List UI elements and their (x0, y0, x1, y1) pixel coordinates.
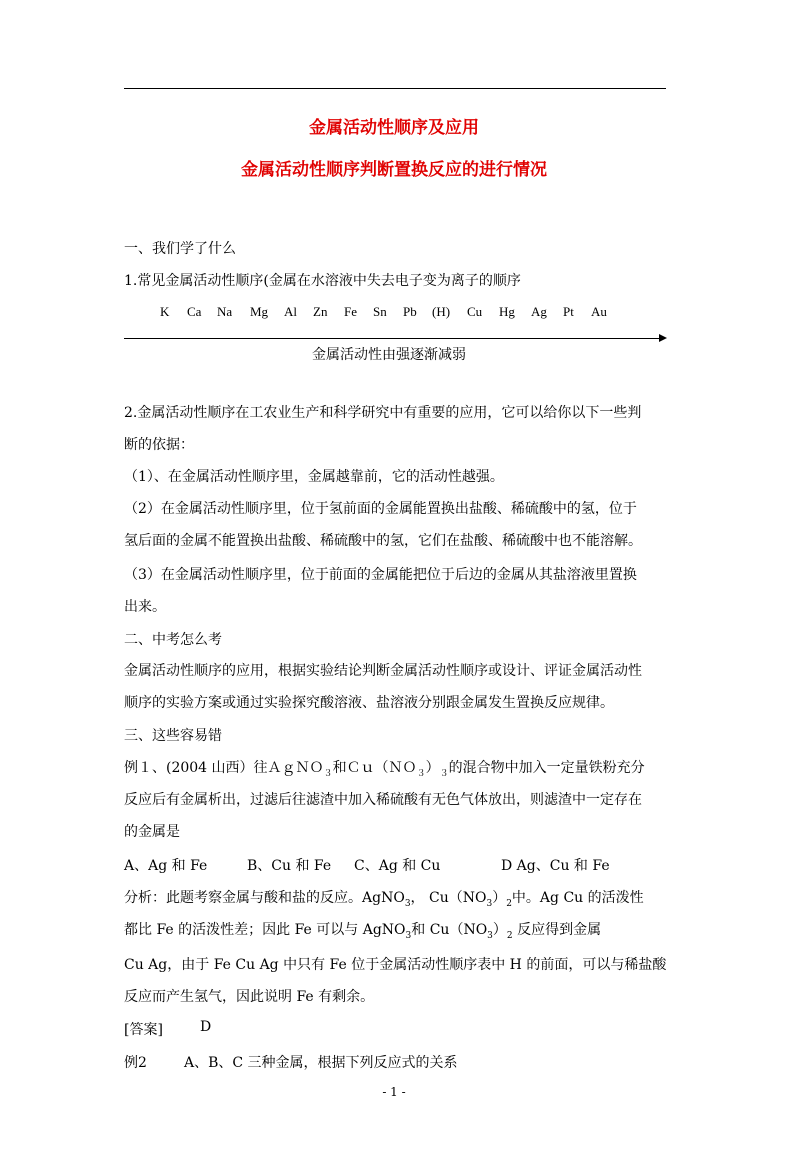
analysis-line4: 反应而产生氢气，因此说明 Fe 有剩余。 (124, 989, 375, 1005)
metal-symbol: Ca (187, 304, 202, 319)
metal-symbol: K (160, 304, 170, 319)
answer-label: [答案] (124, 1022, 163, 1038)
analysis-line3: Cu Ag，由于 Fe Cu Ag 中只有 Fe 位于金属活动性顺序表中 H 的前面，可以与稀盐酸 (124, 957, 667, 973)
subscript: ３ (439, 768, 449, 779)
item2-line1: 2.金属活动性顺序在工农业生产和科学研究中有重要的应用，它可以给你以下一些判 (124, 405, 642, 421)
metal-symbol: Al (284, 304, 297, 319)
activity-arrow-line (124, 338, 661, 339)
example1-line2: 反应后有金属析出，过滤后往滤渣中加入稀硫酸有无色气体放出，则滤渣中一定存在 (124, 792, 642, 808)
metal-symbol: Fe (344, 304, 357, 319)
arrow-right-icon (659, 334, 667, 342)
metal-symbol: Ag (531, 304, 547, 319)
metal-symbol: Au (591, 304, 607, 319)
page-number: - 1 - (382, 1085, 406, 1099)
section2-line2: 顺序的实验方案或通过实验探究酸溶液、盐溶液分别跟金属发生置换反应规律。 (124, 695, 614, 711)
metal-symbol: Pb (403, 304, 417, 319)
subscript: 3 (487, 930, 493, 941)
subscript: 3 (486, 898, 493, 909)
header-rule (124, 88, 666, 89)
option-d: D Ag、Cu 和 Fe (501, 858, 610, 874)
section2-heading: 二、中考怎么考 (124, 632, 222, 648)
subscript: ３ (416, 768, 426, 779)
analysis-text: 和 Cu（NO (411, 922, 488, 938)
example2-label: 例2 (124, 1055, 147, 1071)
option-c: C、Ag 和 Cu (354, 858, 441, 874)
example1-line1 (124, 757, 645, 779)
rule3-line1: （3）在金属活动性顺序里，位于前面的金属能把位于后边的金属从其盐溶液里置换 (124, 567, 637, 583)
analysis-line1 (124, 887, 644, 909)
rule3-line2: 出来。 (124, 599, 166, 615)
analysis-text: 反应得到金属 (512, 922, 602, 938)
rule2-line1: （2）在金属活动性顺序里，位于氢前面的金属能置换出盐酸、稀硫酸中的氢，位于 (124, 501, 637, 517)
metal-symbol: Sn (373, 304, 387, 319)
section1-heading: 一、我们学了什么 (124, 241, 236, 257)
item2-line2: 断的依据： (124, 437, 194, 453)
analysis-text: 都比 Fe 的活泼性差；因此 Fe 可以与 AgNO (124, 922, 406, 938)
rule2-line2: 氢后面的金属不能置换出盐酸、稀硫酸中的氢，它们在盐酸、稀硫酸中也不能溶解。 (124, 533, 642, 549)
metal-symbol: Mg (250, 304, 269, 319)
document-title: 金属活动性顺序及应用 (309, 118, 479, 138)
document-subtitle: 金属活动性顺序判断置换反应的进行情况 (241, 160, 547, 180)
metal-symbol: Cu (467, 304, 483, 319)
example1-line3: 的金属是 (124, 824, 180, 840)
example1-text: 和Ｃｕ（ＮＯ (332, 760, 417, 776)
subscript: 2 (506, 930, 513, 941)
rule1-text: （1）、在金属活动性顺序里，金属越靠前，它的活动性越强。 (124, 469, 504, 485)
analysis-text: ） (492, 890, 507, 906)
example1-text: 例１、(2004 山西）往ＡｇＮＯ (124, 760, 324, 776)
metal-symbol: Pt (563, 304, 574, 319)
analysis-line2 (124, 919, 601, 941)
analysis-text: ） (492, 922, 507, 938)
answer-value: D (200, 1019, 212, 1035)
analysis-text: 中。Ag Cu 的活泼性 (511, 890, 644, 906)
section3-heading: 三、这些容易错 (124, 728, 222, 744)
arrow-caption: 金属活动性由强逐渐减弱 (312, 347, 466, 363)
analysis-text: ， Cu（NO (410, 890, 487, 906)
analysis-text: 分析：此题考察金属与酸和盐的反应。AgNO (124, 890, 405, 906)
example1-text: 的混合物中加入一定量铁粉充分 (448, 760, 645, 776)
metal-symbol: Zn (313, 304, 328, 319)
example1-text: ） (425, 760, 440, 776)
example2-text: A、B、C 三种金属，根据下列反应式的关系 (184, 1055, 458, 1071)
subscript: 3 (405, 930, 412, 941)
metal-symbol: Hg (499, 304, 515, 319)
option-b: B、Cu 和 Fe (247, 858, 332, 874)
item1-text: 1.常见金属活动性顺序(金属在水溶液中失去电子变为离子的顺序 (124, 273, 521, 289)
subscript: 2 (506, 898, 512, 909)
section2-line1: 金属活动性顺序的应用，根据实验结论判断金属活动性顺序或设计、评证金属活动性 (124, 663, 642, 679)
metal-symbol: (H) (432, 304, 451, 319)
metal-symbol: Na (217, 304, 233, 319)
option-a: A、Ag 和 Fe (124, 858, 208, 874)
subscript: 3 (404, 898, 411, 909)
subscript: ３ (323, 768, 333, 779)
